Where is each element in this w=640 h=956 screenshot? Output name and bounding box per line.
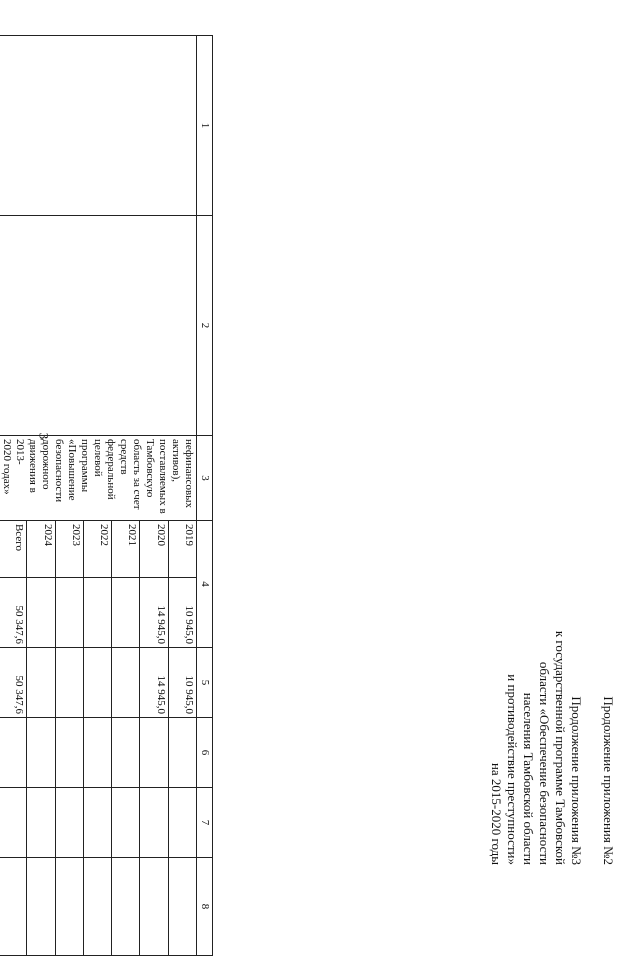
year-cell: 2019 bbox=[168, 521, 196, 578]
continuation-app2: Продолжение приложения №2 bbox=[601, 696, 616, 865]
value-cell bbox=[83, 858, 111, 956]
value-cell bbox=[112, 648, 140, 718]
header-line: и противодействие преступности» bbox=[505, 674, 520, 865]
column-header: 1 bbox=[197, 36, 213, 216]
value-cell bbox=[27, 718, 55, 788]
value-cell bbox=[55, 648, 83, 718]
value-cell bbox=[83, 718, 111, 788]
cell-col2 bbox=[0, 216, 197, 436]
year-cell: Всего bbox=[0, 521, 27, 578]
column-header: 7 bbox=[197, 788, 213, 858]
value-cell bbox=[83, 578, 111, 648]
value-cell bbox=[27, 788, 55, 858]
column-header: 3 bbox=[197, 436, 213, 521]
value-cell bbox=[168, 718, 196, 788]
cell-col3-description: нефинансовых активов), поставляемых в Тамбовскую область за счет средств федеральной целевой программы «Повышение безопасности дорожного движения в 2013- 2020 годах» bbox=[0, 436, 197, 521]
cell-col1 bbox=[0, 36, 197, 216]
value-cell bbox=[55, 788, 83, 858]
value-cell bbox=[55, 718, 83, 788]
header-line: области «Обеспечение безопасности bbox=[537, 661, 552, 865]
column-header-row bbox=[197, 36, 213, 956]
header-block bbox=[488, 631, 616, 865]
header-line: населения Тамбовской области bbox=[521, 692, 536, 865]
table-row bbox=[168, 36, 196, 956]
value-cell bbox=[112, 578, 140, 648]
value-cell bbox=[112, 718, 140, 788]
value-cell: 14 945,0 bbox=[140, 648, 168, 718]
column-header: 2 bbox=[197, 216, 213, 436]
header-line: Продолжение приложения №3 bbox=[569, 696, 584, 865]
value-cell: 10 945,0 bbox=[168, 648, 196, 718]
value-cell bbox=[27, 578, 55, 648]
value-cell bbox=[0, 718, 27, 788]
column-header: 5 bbox=[197, 648, 213, 718]
value-cell bbox=[168, 788, 196, 858]
page-number: 3 bbox=[36, 432, 52, 440]
column-header: 8 bbox=[197, 858, 213, 956]
column-header: 6 bbox=[197, 718, 213, 788]
value-cell bbox=[55, 578, 83, 648]
value-cell bbox=[140, 858, 168, 956]
value-cell bbox=[0, 788, 27, 858]
year-cell: 2022 bbox=[83, 521, 111, 578]
value-cell bbox=[168, 858, 196, 956]
header-line: к государственной программе Тамбовской bbox=[553, 630, 568, 865]
continuation-app3 bbox=[488, 631, 584, 865]
value-cell bbox=[112, 788, 140, 858]
program-table bbox=[0, 35, 213, 956]
value-cell bbox=[83, 788, 111, 858]
value-cell: 50 347,6 bbox=[0, 578, 27, 648]
value-cell: 10 945,0 bbox=[168, 578, 196, 648]
value-cell bbox=[55, 858, 83, 956]
value-cell bbox=[27, 648, 55, 718]
value-cell bbox=[83, 648, 111, 718]
year-cell: 2024 bbox=[27, 521, 55, 578]
header-line: на 2015-2020 годы bbox=[489, 762, 504, 865]
year-cell: 2020 bbox=[140, 521, 168, 578]
value-cell: 50 347,6 bbox=[0, 648, 27, 718]
value-cell bbox=[140, 718, 168, 788]
year-cell: 2023 bbox=[55, 521, 83, 578]
value-cell bbox=[140, 788, 168, 858]
value-cell: 14 945,0 bbox=[140, 578, 168, 648]
value-cell bbox=[0, 858, 27, 956]
value-cell bbox=[112, 858, 140, 956]
value-cell bbox=[27, 858, 55, 956]
year-cell: 2021 bbox=[112, 521, 140, 578]
column-header: 4 bbox=[197, 521, 213, 648]
